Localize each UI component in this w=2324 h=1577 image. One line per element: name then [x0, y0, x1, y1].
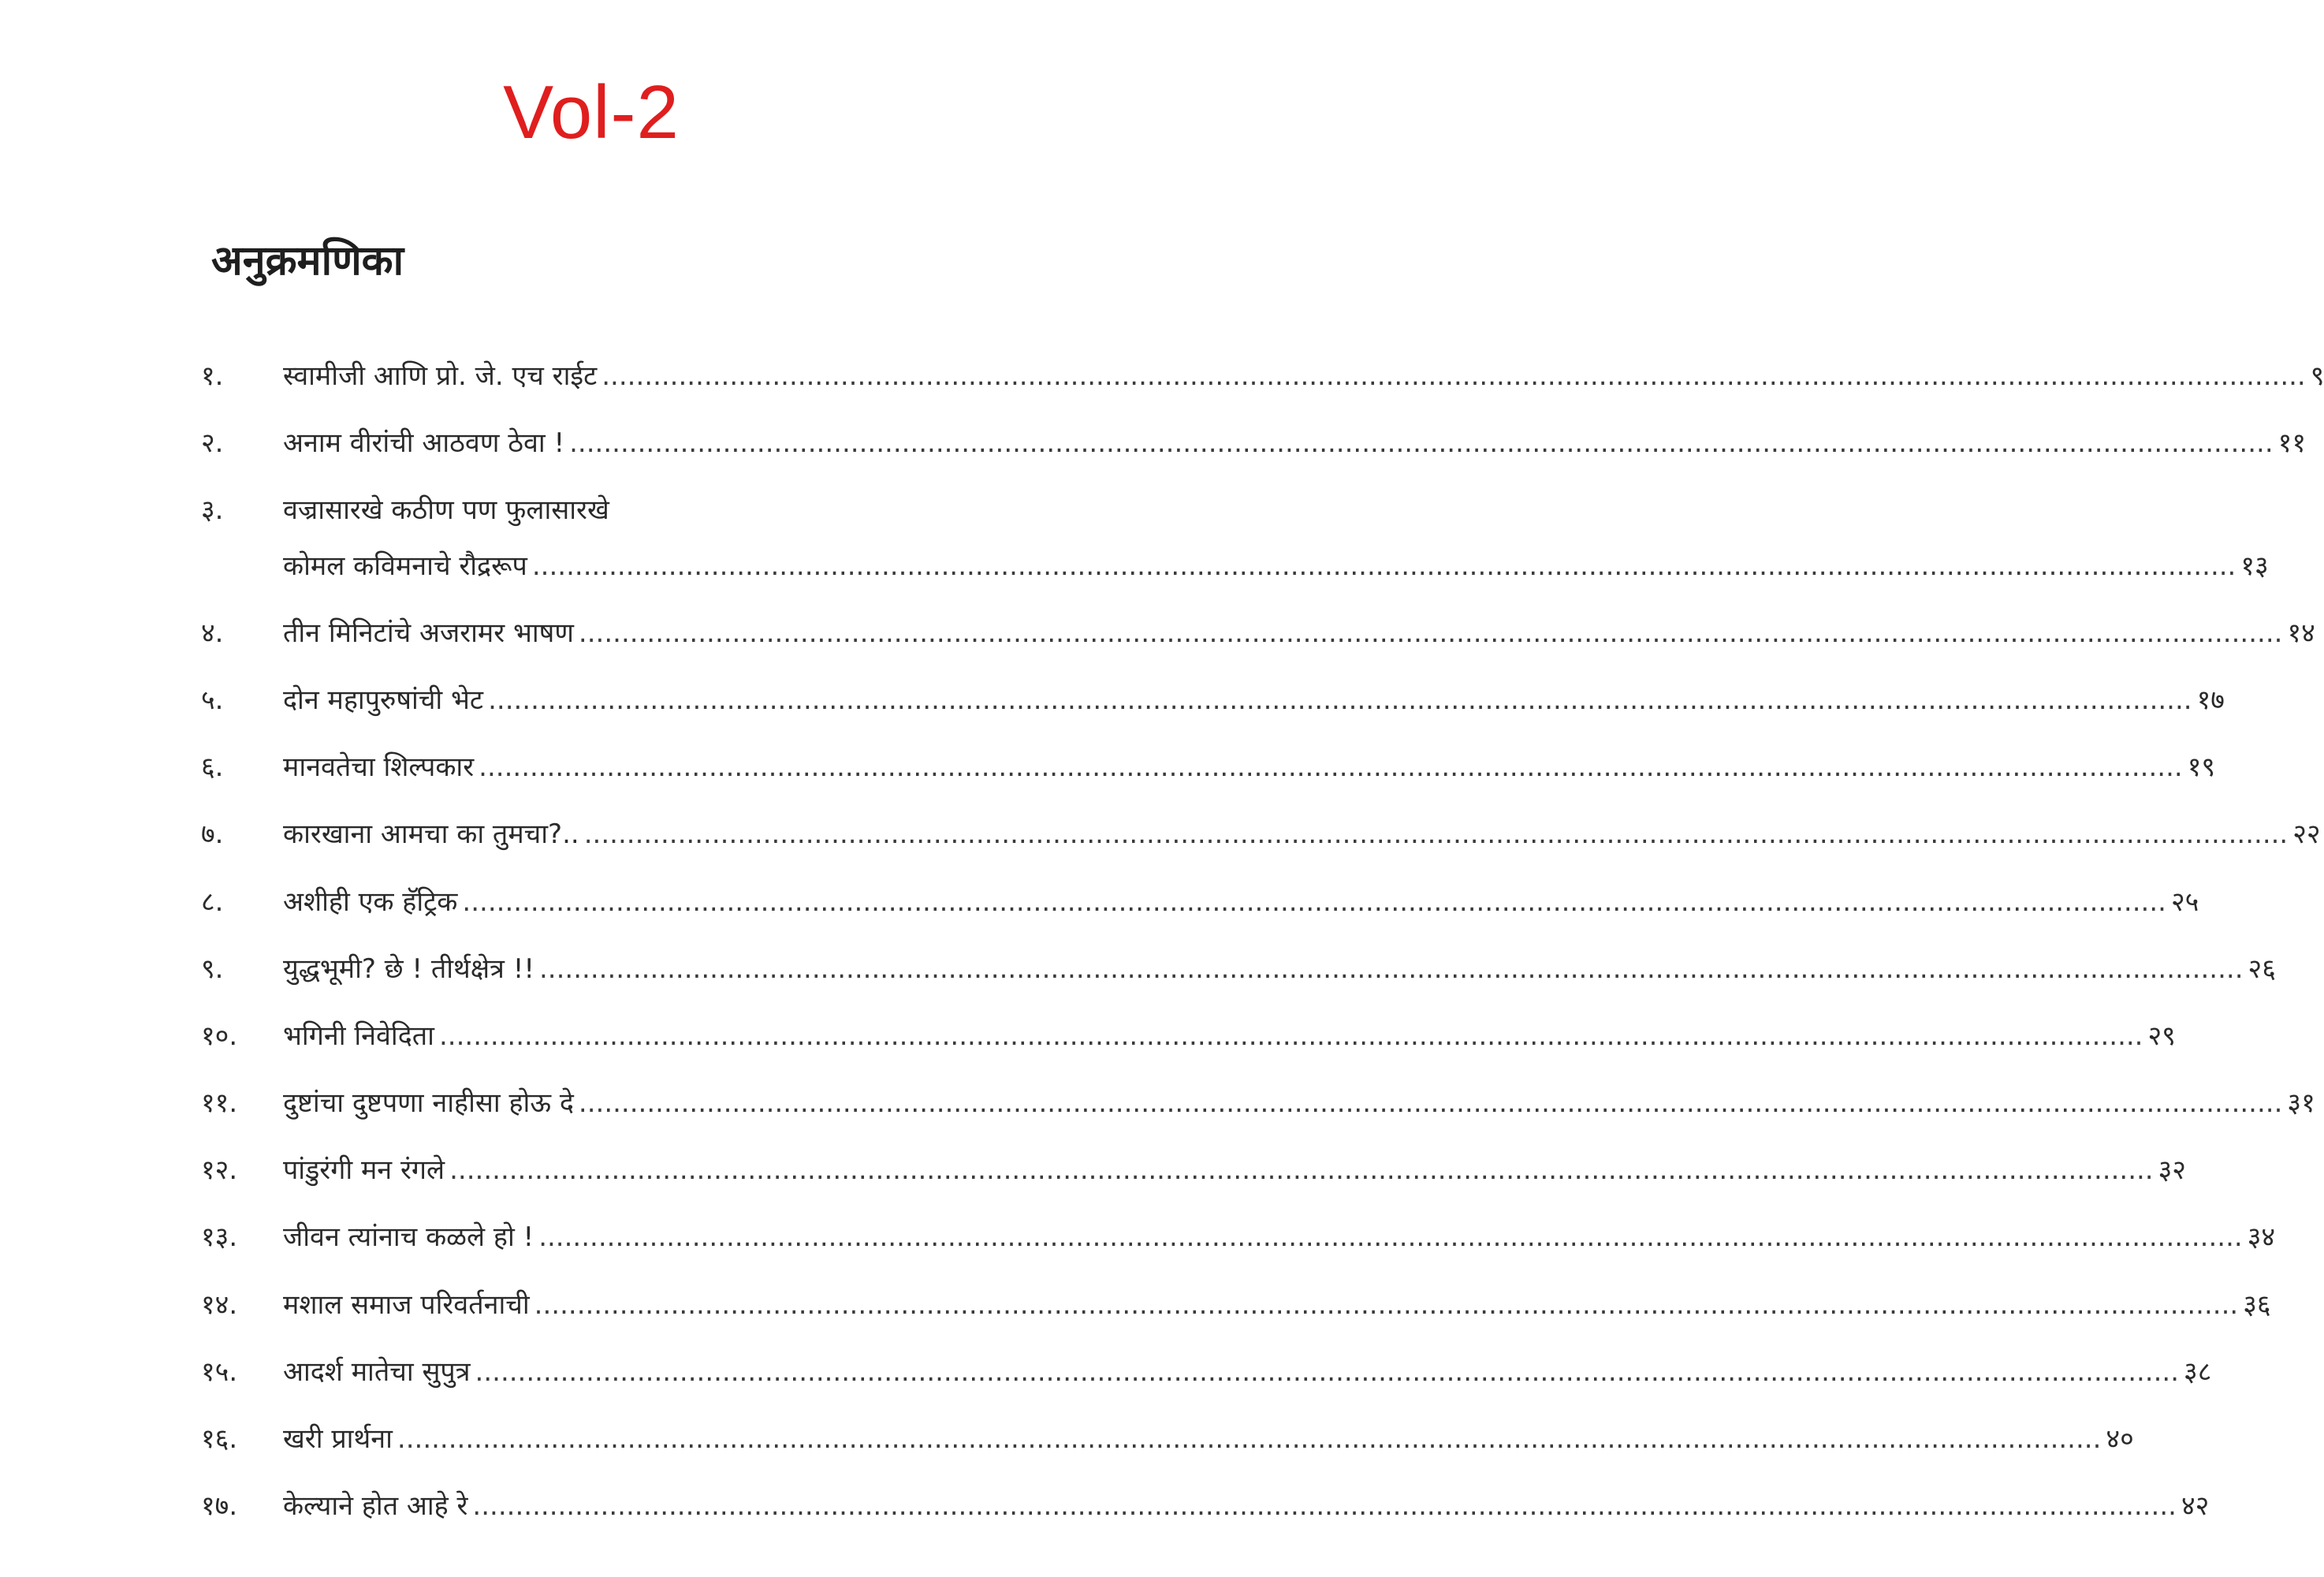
toc-entry — [201, 493, 2269, 583]
toc-entry-page: २५ — [2170, 885, 2199, 918]
toc-entry-line — [283, 1153, 2186, 1187]
toc-entry-number: १०. — [201, 1020, 238, 1052]
toc-entry-title: भगिनी निवेदिता — [283, 1020, 434, 1052]
toc-entry-title: मशाल समाज परिवर्तनाची — [283, 1288, 530, 1321]
toc-entry-line — [283, 1422, 2134, 1456]
toc-entry-body — [283, 683, 2225, 718]
toc-entry — [201, 885, 2199, 919]
toc-entry-title: अशीही एक हॅट्रिक — [283, 885, 458, 918]
dot-leader: ........................................................................................................................................................................................................ — [538, 953, 2244, 985]
toc-entry-line — [283, 426, 2306, 460]
toc-entry-page: ४२ — [2181, 1490, 2210, 1523]
dot-leader: ........................................................................................................................................................................................................ — [534, 1288, 2239, 1321]
toc-entry-page: १९ — [2187, 751, 2216, 784]
toc-entry-page: ३१ — [2287, 1087, 2315, 1120]
toc-entry-line — [283, 359, 2324, 393]
toc-entry-title: युद्धभूमी? छे ! तीर्थक्षेत्र !! — [283, 953, 534, 985]
toc-entry-line — [283, 1355, 2211, 1389]
toc-entry-number: १४. — [201, 1288, 238, 1321]
toc-entry-page: ३६ — [2243, 1288, 2271, 1321]
dot-leader: ........................................................................................................................................................................................................ — [462, 885, 2166, 918]
toc-entry-body — [283, 1153, 2186, 1187]
toc-entry-page: २६ — [2248, 953, 2276, 985]
toc-entry-line — [283, 1019, 2176, 1053]
toc-entry-number: १६. — [201, 1423, 238, 1455]
toc-entry-number: ६. — [201, 751, 224, 784]
toc-entry-number: १७. — [201, 1490, 238, 1523]
dot-leader: ........................................................................................................................................................................................................ — [531, 550, 2236, 582]
toc-entry-line — [283, 549, 2269, 583]
toc-entry — [201, 1288, 2271, 1322]
toc-entry-title: पांडुरंगी मन रंगले — [283, 1154, 445, 1187]
dot-leader: ........................................................................................................................................................................................................ — [449, 1154, 2154, 1187]
toc-entry-number: २. — [201, 427, 224, 460]
toc-entry — [201, 1489, 2210, 1523]
toc-entry-page: २९ — [2147, 1020, 2176, 1052]
toc-entry-body — [283, 750, 2215, 785]
toc-entry-number: ८. — [201, 885, 224, 918]
toc-entry-body — [283, 1086, 2315, 1120]
dot-leader: ........................................................................................................................................................................................................ — [583, 818, 2289, 851]
toc-entry-page: ३२ — [2158, 1154, 2186, 1187]
toc-entry-number: ११. — [201, 1087, 238, 1120]
toc-entry-title: कोमल कविमनाचे रौद्ररूप — [283, 550, 527, 582]
dot-leader: ........................................................................................................................................................................................................ — [488, 684, 2192, 716]
toc-list — [201, 359, 2324, 1556]
toc-entry-page: ९ — [2310, 360, 2324, 392]
toc-entry-number: ९. — [201, 953, 224, 985]
toc-entry — [201, 817, 2321, 852]
toc-entry-title: आदर्श मातेचा सुपुत्र — [283, 1355, 471, 1388]
toc-entry-title: स्वामीजी आणि प्रो. जे. एच राईट — [283, 360, 598, 392]
dot-leader: ........................................................................................................................................................................................................ — [475, 1355, 2180, 1388]
toc-entry-body — [283, 1019, 2176, 1053]
toc-entry-line — [283, 1489, 2209, 1523]
dot-leader: ........................................................................................................................................................................................................ — [479, 751, 2183, 784]
toc-entry — [201, 952, 2276, 986]
dot-leader: ........................................................................................................................................................................................................ — [578, 617, 2283, 649]
toc-entry-page: ११ — [2277, 427, 2307, 460]
toc-entry-title: अनाम वीरांची आठवण ठेवा ! — [283, 427, 565, 460]
toc-entry — [201, 1422, 2134, 1456]
toc-entry-line — [283, 616, 2315, 651]
toc-entry-body — [283, 1422, 2134, 1456]
toc-entry — [201, 1153, 2186, 1187]
dot-leader: ........................................................................................................................................................................................................ — [397, 1423, 2102, 1455]
toc-entry-line — [283, 683, 2225, 718]
toc-entry-body — [283, 616, 2315, 651]
dot-leader: ........................................................................................................................................................................................................ — [438, 1020, 2143, 1052]
toc-entry-page: ३४ — [2247, 1221, 2276, 1254]
toc-entry-title: तीन मिनिटांचे अजरामर भाषण — [283, 617, 574, 649]
toc-entry-page: १७ — [2196, 684, 2225, 716]
toc-entry-title-line1: वज्रासारखे कठीण पण फुलासारखे — [283, 494, 609, 527]
toc-entry-body — [283, 1355, 2211, 1389]
toc-heading: अनुक्रमणिका — [211, 237, 404, 285]
toc-entry-line — [283, 1086, 2315, 1120]
toc-entry-body — [283, 426, 2306, 460]
volume-title: Vol-2 — [503, 70, 680, 155]
toc-entry — [201, 1019, 2176, 1053]
dot-leader: ........................................................................................................................................................................................................ — [601, 360, 2306, 392]
toc-entry-body — [283, 493, 2269, 583]
toc-entry-body — [283, 817, 2321, 852]
toc-entry-line — [283, 1220, 2275, 1255]
toc-entry-body — [283, 952, 2276, 986]
toc-entry-number: ३. — [201, 494, 224, 527]
toc-entry — [201, 359, 2324, 393]
toc-entry-number: ४. — [201, 617, 224, 649]
toc-entry-title: खरी प्रार्थना — [283, 1423, 393, 1455]
toc-entry-line — [283, 817, 2321, 852]
toc-entry-number: १२. — [201, 1154, 238, 1187]
toc-entry-title: केल्याने होत आहे रे — [283, 1490, 468, 1523]
toc-entry-title: जीवन त्यांनाच कळले हो ! — [283, 1221, 534, 1254]
dot-leader: ........................................................................................................................................................................................................ — [578, 1087, 2283, 1120]
toc-entry-line — [283, 885, 2199, 919]
toc-entry-body — [283, 1288, 2271, 1322]
toc-entry-number: ५. — [201, 684, 224, 716]
toc-entry — [201, 1086, 2315, 1120]
toc-entry-body — [283, 1489, 2209, 1523]
toc-entry-page: १४ — [2287, 617, 2315, 649]
toc-entry-body — [283, 359, 2324, 393]
toc-entry — [201, 1220, 2276, 1255]
toc-entry — [201, 683, 2225, 718]
toc-entry-title: कारखाना आमचा का तुमचा?.. — [283, 818, 579, 851]
toc-entry — [201, 1355, 2212, 1389]
toc-entry-page: २२ — [2292, 818, 2321, 851]
toc-entry-number: १५. — [201, 1355, 238, 1388]
toc-entry-number: १३. — [201, 1221, 238, 1254]
toc-entry-number: ७. — [201, 818, 224, 851]
toc-entry — [201, 426, 2307, 460]
toc-entry-line — [283, 1288, 2271, 1322]
dot-leader: ........................................................................................................................................................................................................ — [472, 1490, 2177, 1523]
toc-entry-line — [283, 952, 2276, 986]
toc-entry-page: ४० — [2106, 1423, 2134, 1455]
dot-leader: ........................................................................................................................................................................................................ — [538, 1221, 2243, 1254]
toc-entry-title: मानवतेचा शिल्पकार — [283, 751, 475, 784]
toc-entry-body — [283, 1220, 2275, 1255]
toc-entry-title: दोन महापुरुषांची भेट — [283, 684, 484, 716]
toc-entry — [201, 750, 2216, 785]
dot-leader: ........................................................................................................................................................................................................ — [569, 427, 2274, 460]
toc-entry-page: ३८ — [2184, 1355, 2212, 1388]
toc-entry-body — [283, 885, 2199, 919]
toc-entry — [201, 616, 2315, 651]
toc-entry-number: १. — [201, 360, 224, 392]
toc-entry-line — [283, 750, 2215, 785]
toc-entry-page: १३ — [2240, 550, 2269, 582]
toc-entry-title: दुष्टांचा दुष्टपणा नाहीसा होऊ दे — [283, 1087, 574, 1120]
